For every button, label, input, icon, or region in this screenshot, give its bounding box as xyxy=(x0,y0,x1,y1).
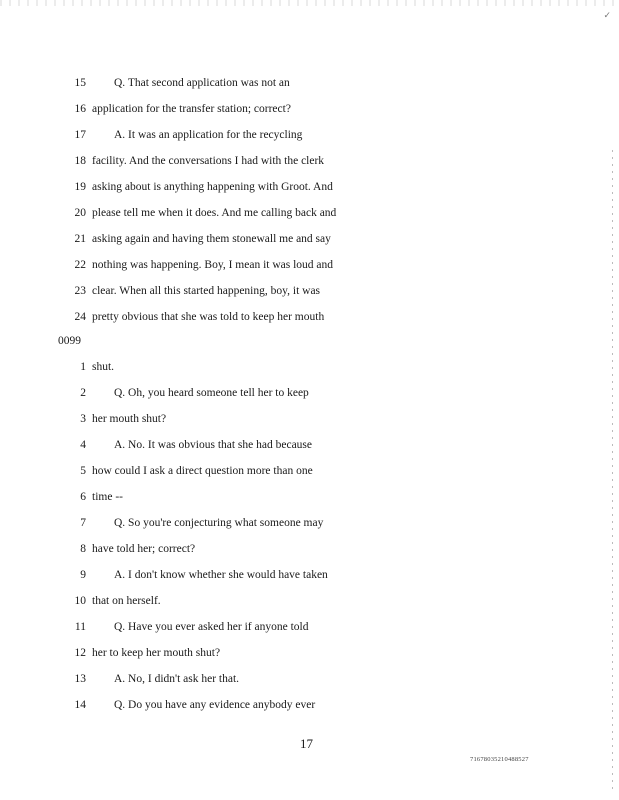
line-number: 7 xyxy=(80,517,86,529)
line-number: 5 xyxy=(80,465,86,477)
line-text: Q. Oh, you heard someone tell her to keep xyxy=(114,387,309,399)
transcript-line xyxy=(0,696,600,714)
transcript-line xyxy=(0,358,600,376)
line-number: 9 xyxy=(80,569,86,581)
line-number: 21 xyxy=(74,233,86,245)
line-text: that on herself. xyxy=(92,595,161,607)
line-text: A. It was an application for the recycling xyxy=(114,129,303,141)
line-text: her mouth shut? xyxy=(92,413,167,425)
transcript-line xyxy=(0,592,600,610)
line-text: facility. And the conversations I had with the clerk xyxy=(92,155,325,167)
transcript-line xyxy=(0,152,600,170)
line-text: asking about is anything happening with Groot. And xyxy=(92,181,333,193)
page-marker: 0099 xyxy=(58,335,81,347)
line-number: 2 xyxy=(80,387,86,399)
line-text: clear. When all this started happening, boy, it was xyxy=(92,285,321,297)
line-text: asking again and having them stonewall me and say xyxy=(92,233,331,245)
line-text: have told her; correct? xyxy=(92,543,196,555)
line-text: A. I don't know whether she would have taken xyxy=(114,569,328,581)
line-text: how could I ask a direct question more than one xyxy=(92,465,313,477)
transcript-line xyxy=(0,670,600,688)
transcript-line xyxy=(0,256,600,274)
transcript-line xyxy=(0,410,600,428)
line-number: 17 xyxy=(74,129,86,141)
line-number: 8 xyxy=(80,543,86,555)
line-number: 15 xyxy=(74,77,86,89)
line-number: 3 xyxy=(80,413,86,425)
line-text: shut. xyxy=(92,361,115,373)
line-number: 14 xyxy=(74,699,86,711)
line-text: time -- xyxy=(92,491,123,503)
transcript-line xyxy=(0,100,600,118)
line-number: 23 xyxy=(74,285,86,297)
line-number: 18 xyxy=(74,155,86,167)
transcript-line xyxy=(0,618,600,636)
transcript-line xyxy=(0,282,600,300)
corner-scan-mark: ✓ xyxy=(603,10,611,20)
line-number: 24 xyxy=(74,311,86,323)
scan-artifact-top xyxy=(0,0,619,6)
transcript-line xyxy=(0,644,600,662)
line-number: 22 xyxy=(74,259,86,271)
transcript-line xyxy=(0,308,600,326)
line-text: application for the transfer station; correct? xyxy=(92,103,291,115)
line-number: 13 xyxy=(74,673,86,685)
line-text: Q. Have you ever asked her if anyone told xyxy=(114,621,309,633)
line-text: pretty obvious that she was told to keep her mouth xyxy=(92,311,325,323)
transcript-line xyxy=(0,178,600,196)
line-text: Q. So you're conjecturing what someone may xyxy=(114,517,324,529)
line-number: 4 xyxy=(80,439,86,451)
transcript-line xyxy=(0,126,600,144)
line-text: A. No. It was obvious that she had because xyxy=(114,439,313,451)
transcript-line xyxy=(0,204,600,222)
line-text: Q. Do you have any evidence anybody ever xyxy=(114,699,316,711)
transcript-line xyxy=(0,74,600,92)
page-number: 17 xyxy=(300,736,313,751)
scan-artifact-right xyxy=(612,150,613,790)
line-number: 11 xyxy=(74,621,86,633)
transcript-line xyxy=(0,566,600,584)
line-number: 16 xyxy=(74,103,86,115)
line-number: 1 xyxy=(80,361,86,373)
bates-number: 71678035210488527 xyxy=(470,756,529,763)
line-text: nothing was happening. Boy, I mean it was loud and xyxy=(92,259,334,271)
line-number: 12 xyxy=(74,647,86,659)
transcript-line xyxy=(0,514,600,532)
transcript-line xyxy=(0,436,600,454)
transcript-line xyxy=(0,540,600,558)
transcript-line xyxy=(0,384,600,402)
line-number: 20 xyxy=(74,207,86,219)
line-text: Q. That second application was not an xyxy=(114,77,290,89)
line-text: her to keep her mouth shut? xyxy=(92,647,221,659)
line-text: A. No, I didn't ask her that. xyxy=(114,673,240,685)
transcript-line xyxy=(0,462,600,480)
line-number: 19 xyxy=(74,181,86,193)
line-text: please tell me when it does. And me calling back and xyxy=(92,207,337,219)
transcript-line xyxy=(0,230,600,248)
line-number: 6 xyxy=(80,491,86,503)
transcript-line xyxy=(0,488,600,506)
line-number: 10 xyxy=(74,595,86,607)
